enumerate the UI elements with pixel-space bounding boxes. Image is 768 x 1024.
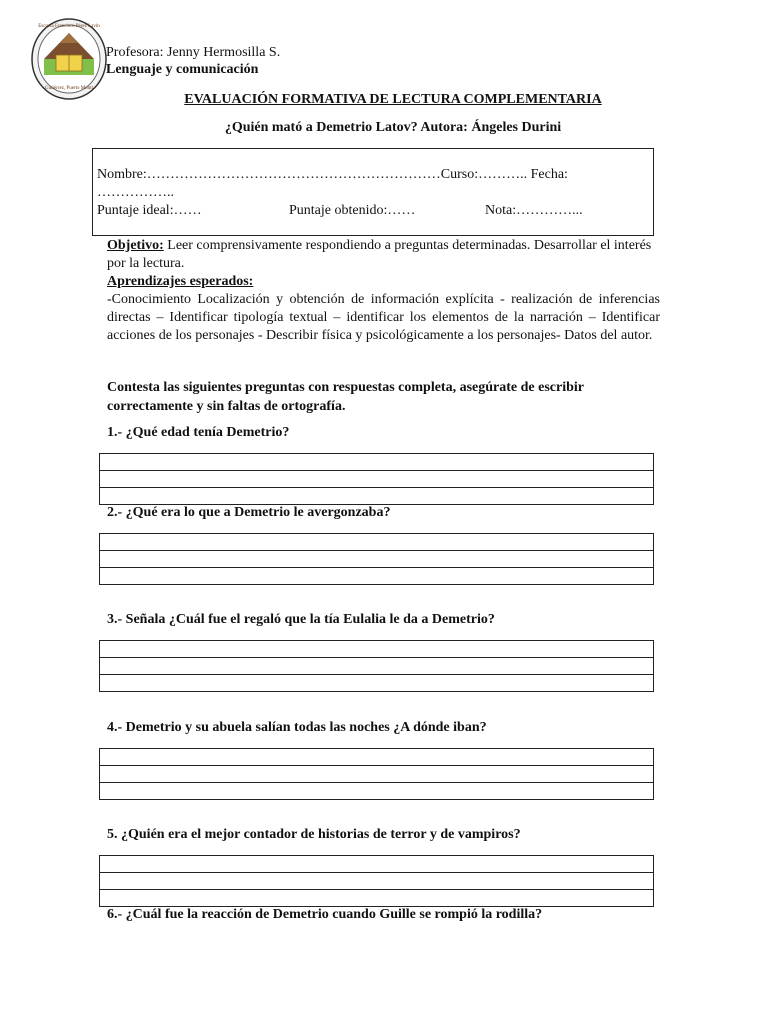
question-2: 2.- ¿Qué era lo que a Demetrio le avergonzaba? [107, 505, 391, 520]
score-obtained: Puntaje obtenido:…… [289, 203, 416, 218]
book-subtitle: ¿Quién mató a Demetrio Latov? Autora: Ángeles Durini [224, 120, 562, 135]
answer-lines-5[interactable] [99, 855, 654, 907]
grade-field: Nota:…………... [485, 203, 583, 218]
objective [107, 237, 660, 291]
question-6: 6.- ¿Cuál fue la reacción de Demetrio cuando Guille se rompió la rodilla? [107, 907, 543, 922]
question-3: 3.- Señala ¿Cuál fue el regaló que la tía Eulalia le da a Demetrio? [107, 612, 495, 627]
score-ideal: Puntaje ideal:…… [97, 203, 202, 218]
student-info-box [92, 148, 654, 236]
question-4: 4.- Demetrio y su abuela salían todas las noches ¿A dónde iban? [107, 720, 487, 735]
logo-top-text: Escuela Francisco Pérez Lavin [38, 24, 100, 29]
school-logo [30, 17, 108, 101]
student-info-line1: Nombre:………………………………………………………Curso:……….. Fecha: [97, 167, 568, 182]
objective-label: Objetivo: [107, 238, 164, 253]
page-title: EVALUACIÓN FORMATIVA DE LECTURA COMPLEMENTARIA [184, 92, 602, 107]
instructions: Contesta las siguientes preguntas con respuestas completa, asegúrate de escribir correctamente y sin faltas de ortografía. [107, 380, 584, 414]
expected-label: Aprendizajes esperados: [107, 274, 254, 289]
teacher-name: Profesora: Jenny Hermosilla S. [106, 45, 281, 60]
answer-lines-3[interactable] [99, 640, 654, 692]
student-info-line2: …………….. [97, 185, 174, 200]
answer-lines-2[interactable] [99, 533, 654, 585]
logo-bottom-text: Gutiérrez, Puerto Montt [45, 86, 93, 91]
expected-text: -Conocimiento Localización y obtención de información explícita - realización de inferencias directas – Identificar tipología textual – identificar los elementos de la narración – Identificar acciones de los personajes - Describir física y psicológicamente a los personajes- Datos del autor. [107, 292, 660, 343]
question-1: 1.- ¿Qué edad tenía Demetrio? [107, 425, 290, 440]
subject-name: Lenguaje y comunicación [106, 62, 259, 77]
answer-lines-4[interactable] [99, 748, 654, 800]
answer-lines-1[interactable] [99, 453, 654, 505]
objective-text: Leer comprensivamente respondiendo a preguntas determinadas. Desarrollar el interés por la lectura. [107, 238, 652, 271]
question-5: 5. ¿Quién era el mejor contador de historias de terror y de vampiros? [107, 827, 521, 842]
